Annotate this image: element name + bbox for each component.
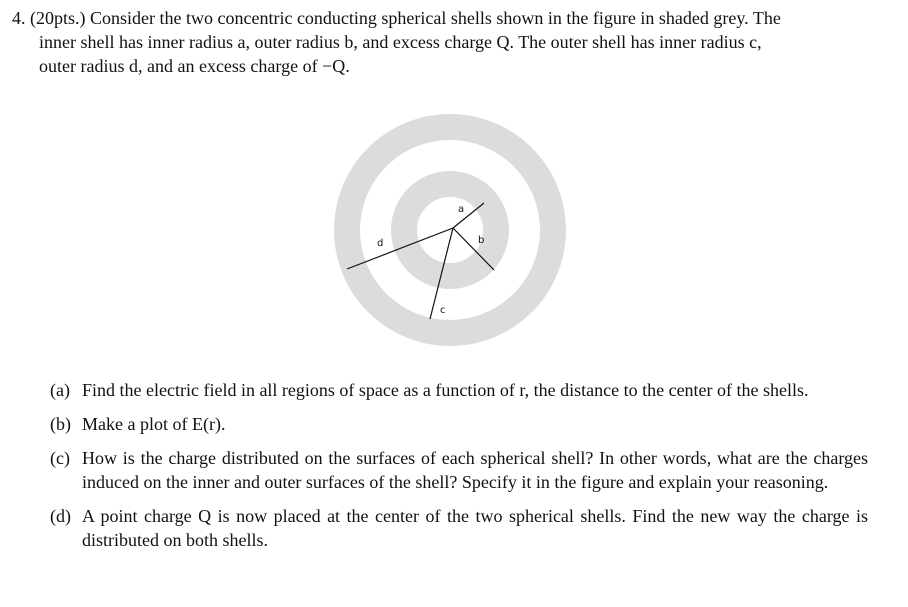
part-c [50, 446, 868, 494]
part-d-text: A point charge Q is now placed at the center of the two spherical shells. Find the new way the charge is distributed on both shells. [82, 506, 868, 550]
part-b-label: (b) [50, 414, 71, 434]
problem-line-3: outer radius d, and an excess charge of −Q. [39, 56, 350, 76]
part-a-text: Find the electric field in all regions of space as a function of r, the distance to the center of the shells. [82, 380, 809, 400]
problem-line-1 [12, 6, 874, 30]
problem-points: (20pts.) [30, 8, 86, 28]
label-a: a [458, 204, 465, 215]
label-c: c [440, 305, 446, 316]
problem-number: 4. [12, 8, 26, 28]
concentric-shells-figure [330, 112, 570, 352]
inner-shell [404, 184, 496, 276]
label-d: d [377, 238, 384, 249]
part-b-text: Make a plot of E(r). [82, 414, 226, 434]
label-b: b [478, 235, 485, 246]
part-d-label: (d) [50, 506, 71, 526]
problem-statement [12, 6, 874, 78]
part-c-text: How is the charge distributed on the surfaces of each spherical shell? In other words, what are the charges induced on the inner and outer surfaces of the shell? Specify it in the figure and explain your reasoning. [82, 448, 868, 492]
part-d [50, 504, 868, 552]
part-a-label: (a) [50, 380, 70, 400]
part-c-label: (c) [50, 448, 70, 468]
question-parts [50, 378, 868, 562]
part-b [50, 412, 868, 436]
problem-line-2: inner shell has inner radius a, outer radius b, and excess charge Q. The outer shell has inner radius c, [39, 32, 762, 52]
problem-line-1-text: Consider the two concentric conducting spherical shells shown in the figure in shaded grey. The [90, 8, 781, 28]
outer-shell [347, 127, 553, 333]
shells-diagram [330, 112, 570, 352]
part-a [50, 378, 868, 402]
